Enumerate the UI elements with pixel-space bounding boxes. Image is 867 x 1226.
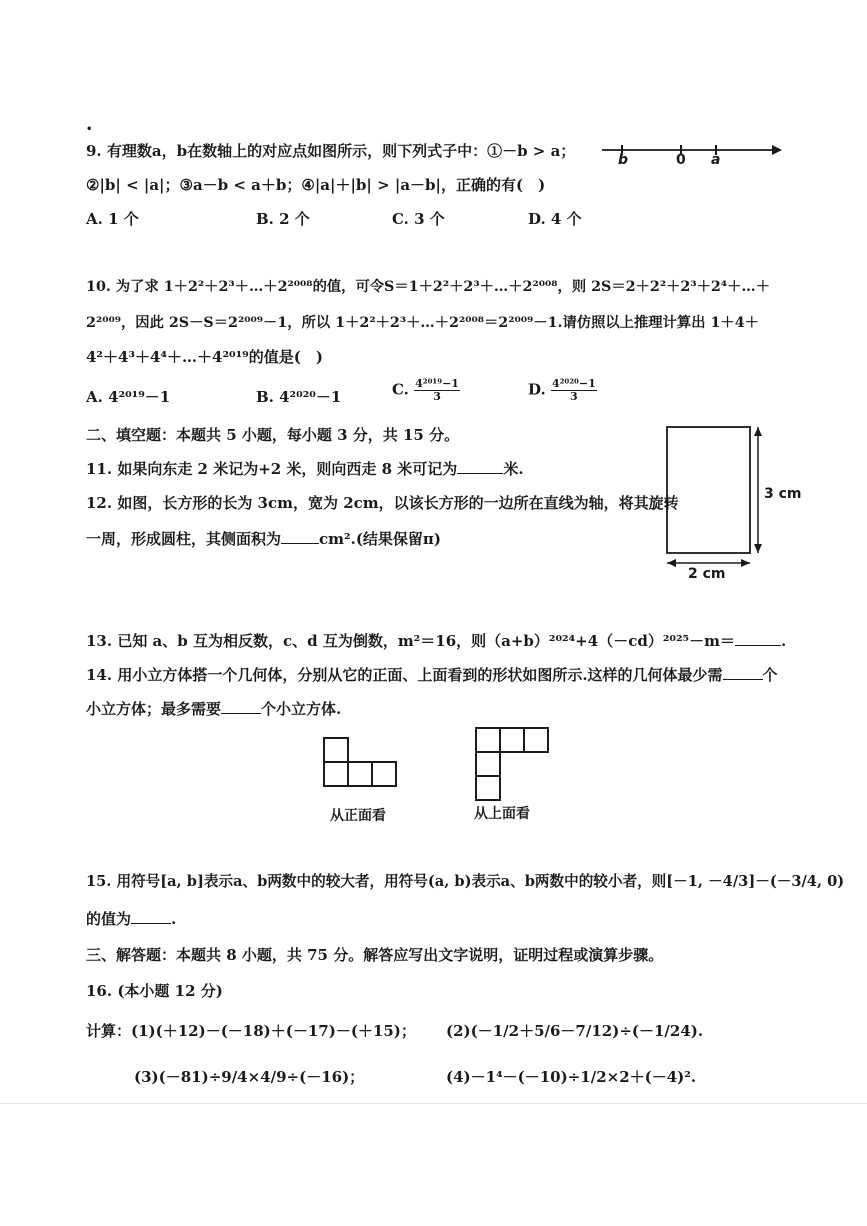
- arrow-right-icon: [741, 559, 750, 567]
- q15-text-before: 的值为: [86, 910, 132, 928]
- q11: [86, 458, 524, 479]
- q10-option-c-fraction: [414, 378, 460, 403]
- q12-text-after: cm².(结果保留π): [319, 530, 441, 548]
- q14-line1: [86, 664, 778, 685]
- q10-option-c: [392, 378, 460, 403]
- q9-stem-line2: ②|b| < |a|；③a－b < a＋b；④|a|＋|b| > |a－b|，正确的有( ): [86, 176, 546, 194]
- q10-option-d: [528, 378, 597, 403]
- front-view-label: 从正面看: [330, 808, 386, 824]
- q10-line3: 4²＋4³＋4⁴＋…＋4²⁰¹⁹的值是( ): [86, 348, 323, 366]
- q13-end: .: [780, 632, 787, 650]
- q13: [86, 630, 786, 651]
- label-zero: 0: [676, 152, 686, 168]
- q9-stem-line1: 9. 有理数a，b在数轴上的对应点如图所示，则下列式子中：①－b > a；: [86, 142, 576, 160]
- q10-option-b: B. 4²⁰²⁰－1: [256, 388, 342, 406]
- number-line-arrow-icon: [772, 145, 782, 155]
- page-divider: [0, 1103, 867, 1104]
- q9-option-b: B. 2 个: [256, 210, 310, 228]
- q14-min-answer-blank[interactable]: [723, 665, 763, 680]
- rectangle-shape: [667, 427, 750, 553]
- arrow-up-icon: [754, 427, 762, 436]
- q10-option-c-prefix: C.: [392, 380, 409, 399]
- width-label: 2 cm: [688, 566, 726, 582]
- q14-line2-after: 个小立方体.: [261, 700, 342, 718]
- q11-text-after: 米.: [503, 460, 524, 478]
- q10-option-d-prefix: D.: [528, 380, 546, 399]
- q12-line2: [86, 528, 441, 549]
- q10-option-c-numerator: 4²⁰¹⁹−1: [415, 377, 459, 390]
- q14-line2-before: 小立方体；最多需要: [86, 700, 222, 718]
- rectangle-figure: [658, 420, 808, 585]
- label-b: b: [618, 152, 629, 168]
- q10-line2: 2²⁰⁰⁹，因此 2S－S＝2²⁰⁰⁹－1，所以 1＋2²＋2³＋…＋2²⁰⁰⁸＝2²⁰⁰⁹－1.请仿照以上推理计算出 1＋4＋: [86, 315, 759, 331]
- front-view-figure: [318, 726, 408, 826]
- q11-text-before: 11. 如果向东走 2 米记为+2 米，则向西走 8 米可记为: [86, 460, 458, 478]
- q12-line1: 12. 如图，长方形的长为 3cm，宽为 2cm，以该长方形的一边所在直线为轴，将其旋转: [86, 494, 679, 512]
- q15-answer-blank[interactable]: [131, 909, 171, 924]
- stray-mark: •: [86, 124, 93, 135]
- q16-part4: (4)－1⁴－(－10)÷1/2×2＋(－4)².: [446, 1068, 697, 1086]
- label-a: a: [711, 152, 721, 168]
- q10-option-a: A. 4²⁰¹⁹－1: [86, 388, 171, 406]
- q14-max-answer-blank[interactable]: [221, 699, 261, 714]
- q9-option-d: D. 4 个: [528, 210, 582, 228]
- q10-line1: 10. 为了求 1＋2²＋2³＋…＋2²⁰⁰⁸的值，可令S＝1＋2²＋2³＋…＋2²⁰⁰⁸，则 2S＝2＋2²＋2³＋2⁴＋…＋: [86, 279, 771, 295]
- q14-line2: [86, 698, 341, 719]
- q10-option-c-denominator: 3: [433, 390, 441, 403]
- q12-text-before: 一周，形成圆柱，其侧面积为: [86, 530, 282, 548]
- height-label: 3 cm: [764, 486, 802, 502]
- q13-answer-blank[interactable]: [735, 631, 781, 646]
- arrow-left-icon: [667, 559, 676, 567]
- top-view-figure: [468, 716, 558, 826]
- q10-option-d-fraction: [551, 378, 597, 403]
- q11-answer-blank[interactable]: [457, 459, 503, 474]
- q10-option-d-numerator: 4²⁰²⁰−1: [551, 377, 596, 390]
- q16-title: 16. (本小题 12 分): [86, 982, 223, 1000]
- arrow-down-icon: [754, 544, 762, 553]
- top-view-label: 从上面看: [474, 806, 530, 822]
- number-line-figure: [596, 136, 791, 168]
- q12-answer-blank[interactable]: [281, 529, 319, 544]
- q15-line1: 15. 用符号[a, b]表示a、b两数中的较大者，用符号(a, b)表示a、b两数中的较小者，则[－1, －4/3]－(－3/4, 0): [86, 873, 845, 890]
- q16-part2: (2)(－1/2＋5/6－7/12)÷(－1/24).: [446, 1022, 704, 1040]
- q15-line2: [86, 908, 176, 929]
- q9-option-a: A. 1 个: [86, 210, 139, 228]
- q13-text: 13. 已知 a、b 互为相反数，c、d 互为倒数，m²＝16，则（a+b）²⁰²⁴+4（－cd）²⁰²⁵－m＝: [86, 632, 735, 650]
- q9-option-c: C. 3 个: [392, 210, 445, 228]
- q14-text-after: 个: [762, 666, 778, 684]
- section-3-heading: 三、解答题：本题共 8 小题，共 75 分。解答应写出文字说明，证明过程或演算步骤。: [86, 946, 664, 964]
- q16-part3: (3)(－81)÷9/4×4/9÷(－16)；: [134, 1068, 365, 1086]
- q10-option-d-denominator: 3: [570, 390, 578, 403]
- q16-part1: 计算：(1)(＋12)－(－18)＋(－17)－(＋15)；: [86, 1022, 416, 1040]
- q14-text-before: 14. 用小立方体搭一个几何体，分别从它的正面、上面看到的形状如图所示.这样的几何体最少需: [86, 666, 723, 684]
- section-2-heading: 二、填空题：本题共 5 小题，每小题 3 分，共 15 分。: [86, 426, 460, 444]
- q15-text-after: .: [171, 910, 177, 928]
